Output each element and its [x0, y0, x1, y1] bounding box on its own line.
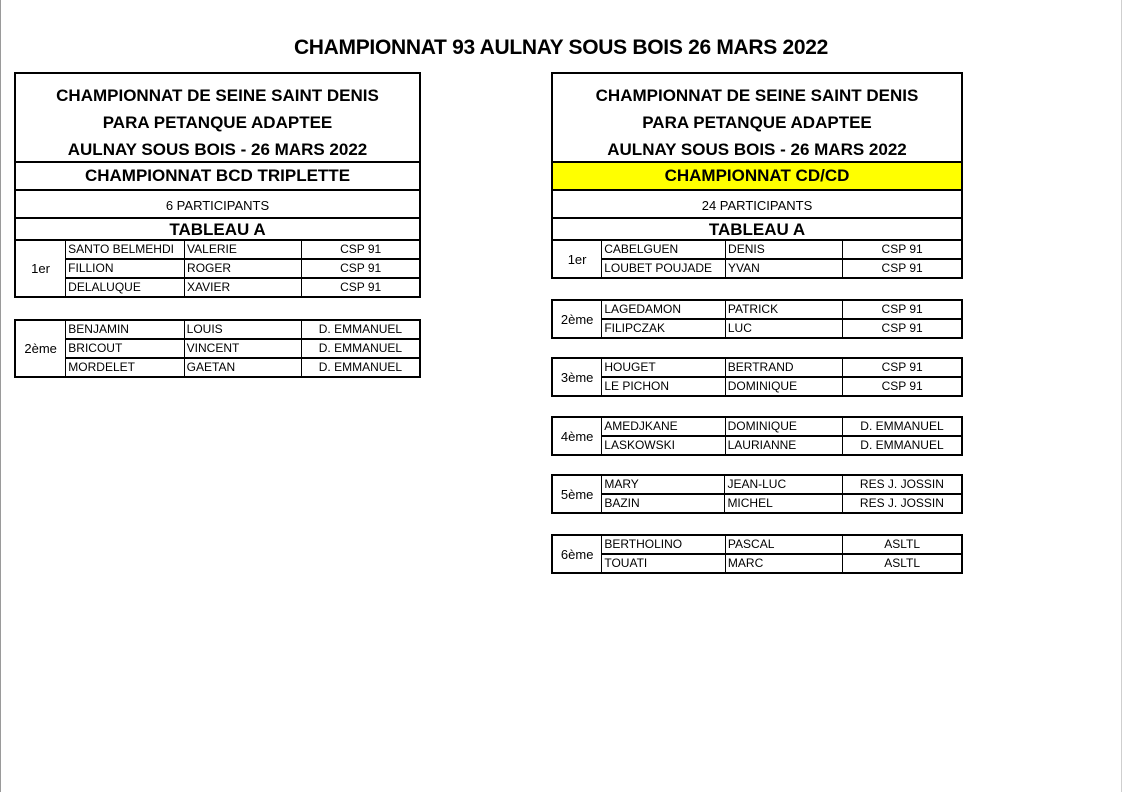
left-championship-title: CHAMPIONNAT BCD TRIPLETTE: [14, 163, 421, 191]
club-cell: CSP 91: [302, 259, 420, 278]
club-cell: CSP 91: [843, 377, 962, 396]
first-name-cell: VALERIE: [185, 241, 302, 259]
rank-label: 2ème: [552, 300, 602, 338]
club-cell: CSP 91: [302, 278, 420, 297]
right-group-3rd: [551, 357, 963, 397]
last-name-cell: BENJAMIN: [66, 320, 184, 339]
table-row: [552, 358, 962, 377]
right-group-4th: [551, 416, 963, 456]
left-group-2nd: [14, 319, 421, 378]
left-header-line-2: PARA PETANQUE ADAPTEE: [102, 113, 333, 132]
club-cell: D. EMMANUEL: [301, 320, 420, 339]
page-left-edge: [0, 0, 1, 792]
last-name-cell: LASKOWSKI: [602, 436, 725, 455]
right-group-5th: [551, 474, 963, 514]
first-name-cell: DOMINIQUE: [725, 377, 843, 396]
club-cell: CSP 91: [843, 300, 962, 319]
left-participants: 6 PARTICIPANTS: [14, 191, 421, 219]
club-cell: RES J. JOSSIN: [842, 494, 962, 513]
rank-label: 5ème: [552, 475, 602, 513]
left-panel: [14, 72, 421, 374]
last-name-cell: SANTO BELMEHDI: [66, 241, 185, 259]
first-name-cell: DENIS: [726, 241, 843, 259]
table-row: [552, 319, 962, 338]
table-row: [552, 300, 962, 319]
left-header-block: [14, 72, 421, 163]
last-name-cell: FILIPCZAK: [602, 319, 726, 338]
table-row: [552, 436, 962, 455]
first-name-cell: JEAN-LUC: [725, 475, 842, 494]
last-name-cell: LAGEDAMON: [602, 300, 726, 319]
left-group-1st: [14, 241, 421, 298]
club-cell: CSP 91: [843, 241, 962, 259]
left-header-line-3: AULNAY SOUS BOIS - 26 MARS 2022: [67, 140, 368, 159]
club-cell: D. EMMANUEL: [842, 417, 962, 436]
right-group-1st: [551, 241, 963, 279]
club-cell: ASLTL: [843, 535, 962, 554]
last-name-cell: MARY: [602, 475, 725, 494]
last-name-cell: BAZIN: [602, 494, 725, 513]
right-group-6th: [551, 534, 963, 574]
table-row: [552, 259, 962, 278]
first-name-cell: GAETAN: [184, 358, 301, 377]
first-name-cell: MICHEL: [725, 494, 842, 513]
left-tableau-label: TABLEAU A: [14, 219, 421, 241]
table-row: [15, 339, 420, 358]
first-name-cell: LAURIANNE: [725, 436, 842, 455]
first-name-cell: XAVIER: [185, 278, 302, 297]
last-name-cell: MORDELET: [66, 358, 184, 377]
document-title: CHAMPIONNAT 93 AULNAY SOUS BOIS 26 MARS 2022: [293, 36, 829, 59]
rank-label: 6ème: [552, 535, 602, 573]
last-name-cell: AMEDJKANE: [602, 417, 725, 436]
last-name-cell: FILLION: [66, 259, 185, 278]
first-name-cell: LUC: [725, 319, 842, 338]
table-row: [552, 377, 962, 396]
last-name-cell: LOUBET POUJADE: [602, 259, 726, 278]
table-row: [15, 241, 420, 259]
club-cell: CSP 91: [302, 241, 420, 259]
table-row: [552, 494, 962, 513]
rank-label: 2ème: [15, 320, 66, 377]
table-row: [15, 278, 420, 297]
table-row: [552, 535, 962, 554]
right-tableau-label: TABLEAU A: [551, 219, 963, 241]
club-cell: D. EMMANUEL: [301, 358, 420, 377]
last-name-cell: BRICOUT: [66, 339, 184, 358]
club-cell: D. EMMANUEL: [301, 339, 420, 358]
right-participants: 24 PARTICIPANTS: [551, 191, 963, 219]
first-name-cell: ROGER: [185, 259, 302, 278]
club-cell: CSP 91: [843, 358, 962, 377]
right-championship-title: CHAMPIONNAT CD/CD: [551, 163, 963, 191]
left-header-line-1: CHAMPIONNAT DE SEINE SAINT DENIS: [56, 86, 379, 105]
first-name-cell: YVAN: [726, 259, 843, 278]
rank-label: 1er: [15, 241, 66, 297]
last-name-cell: TOUATI: [602, 554, 726, 573]
table-row: [552, 475, 962, 494]
first-name-cell: PASCAL: [725, 535, 842, 554]
right-header-line-2: PARA PETANQUE ADAPTEE: [642, 113, 872, 132]
first-name-cell: DOMINIQUE: [725, 417, 842, 436]
first-name-cell: MARC: [725, 554, 842, 573]
last-name-cell: BERTHOLINO: [602, 535, 726, 554]
last-name-cell: DELALUQUE: [66, 278, 185, 297]
first-name-cell: BERTRAND: [725, 358, 843, 377]
club-cell: D. EMMANUEL: [842, 436, 962, 455]
last-name-cell: LE PICHON: [602, 377, 725, 396]
right-panel: [551, 72, 963, 570]
right-header-line-1: CHAMPIONNAT DE SEINE SAINT DENIS: [595, 86, 919, 105]
club-cell: RES J. JOSSIN: [842, 475, 962, 494]
first-name-cell: VINCENT: [184, 339, 301, 358]
table-row: [552, 241, 962, 259]
table-row: [15, 320, 420, 339]
club-cell: CSP 91: [843, 319, 962, 338]
right-header-block: [551, 72, 963, 163]
club-cell: ASLTL: [843, 554, 962, 573]
table-row: [552, 417, 962, 436]
last-name-cell: HOUGET: [602, 358, 725, 377]
table-row: [15, 259, 420, 278]
table-row: [552, 554, 962, 573]
rank-label: 1er: [552, 241, 602, 278]
right-group-2nd: [551, 299, 963, 339]
last-name-cell: CABELGUEN: [602, 241, 726, 259]
club-cell: CSP 91: [843, 259, 962, 278]
rank-label: 3ème: [552, 358, 602, 396]
rank-label: 4ème: [552, 417, 602, 455]
table-row: [15, 358, 420, 377]
first-name-cell: PATRICK: [725, 300, 842, 319]
first-name-cell: LOUIS: [184, 320, 301, 339]
right-header-line-3: AULNAY SOUS BOIS - 26 MARS 2022: [607, 140, 907, 159]
